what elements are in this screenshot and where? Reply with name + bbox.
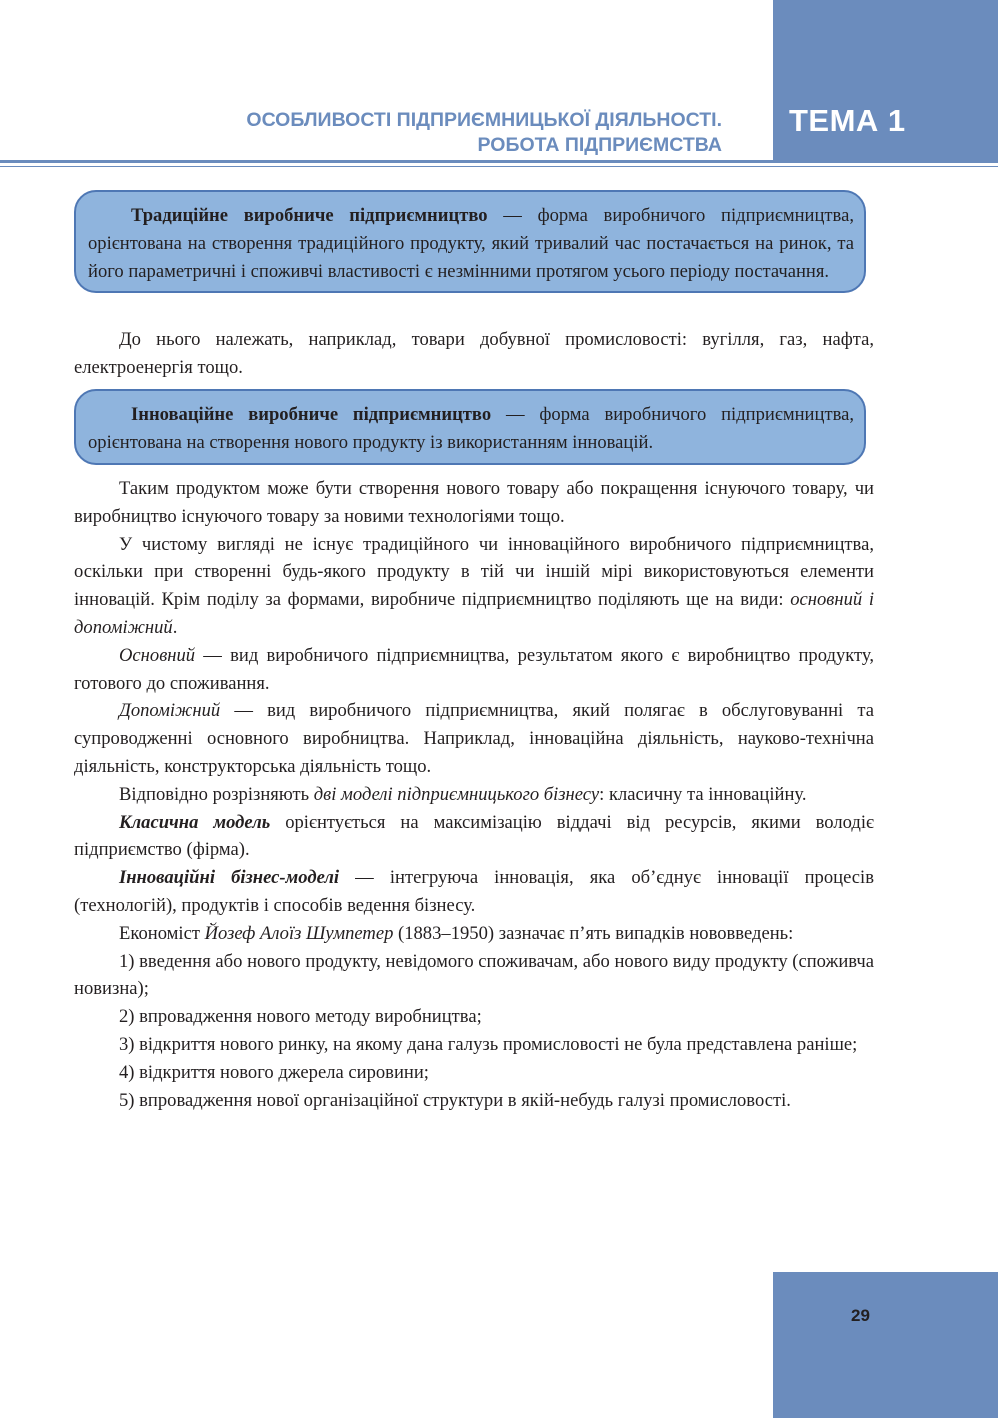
paragraph: У чистому вигляді не існує традиційного чи інноваційного виробничого підприємництва, оскільки при створенні будь-якого продукту в тій чи іншій мірі використовуються елементи інновацій. Крім поділу за формами, виробниче підприємництво поділяють ще на види: основний і допоміжний.	[74, 533, 874, 638]
page-number-tab	[773, 1272, 998, 1418]
body-text-main	[74, 475, 874, 1114]
definition-box-traditional	[74, 190, 866, 293]
list-item: 4) відкриття нового джерела сировини;	[119, 1061, 429, 1083]
definition-term: Традиційне виробниче підприємництво	[131, 205, 488, 226]
page-header-title	[246, 108, 722, 158]
paragraph: Інноваційні бізнес-моделі — інтегруюча інновація, яка об’єднує інновації процесів (технологій), продуктів і способів ведення бізнесу.	[74, 867, 874, 916]
paragraph: Таким продуктом може бути створення нового товару або покращення існуючого товару, чи виробництво існуючого товару за новими технологіями тощо.	[74, 478, 874, 527]
paragraph: Відповідно розрізняють дві моделі підприємницького бізнесу: класичну та інноваційну.	[119, 783, 807, 805]
topic-tab	[773, 0, 998, 161]
term-italic: Допоміжний	[119, 700, 221, 722]
header-title-line2: РОБОТА ПІДПРИЄМСТВА	[477, 134, 722, 156]
paragraph: Основний — вид виробничого підприємництва, результатом якого є виробництво продукту, готового до споживання.	[74, 644, 874, 694]
paragraph: Допоміжний — вид виробничого підприємництва, який полягає в обслуговуванні та супроводженні основного виробництва. Наприклад, інноваційна діяльність, науково-технічна діяльність, конструкторська діяльність тощо.	[74, 700, 874, 777]
header-divider-thin	[0, 166, 998, 167]
term-bold-italic: Класична модель	[119, 811, 271, 833]
page-number: 29	[851, 1306, 870, 1325]
topic-label: ТЕМА 1	[789, 103, 906, 138]
body-text-examples	[74, 326, 874, 382]
list-item: 3) відкриття нового ринку, на якому дана галузь промисловості не була представлена раніше;	[119, 1033, 858, 1055]
definition-term: Інноваційне виробниче підприємництво	[131, 404, 492, 425]
list-item: 1) введення або нового продукту, невідомого споживачам, або нового виду продукту (споживча новизна);	[74, 950, 874, 1000]
paragraph: До нього належать, наприклад, товари добувної промисловості: вугілля, газ, нафта, електроенергія тощо.	[74, 329, 874, 378]
definition-box-innovative	[74, 389, 866, 465]
person-name: Йозеф Алоїз Шумпетер	[204, 922, 394, 944]
definition-text: Інноваційне виробниче підприємництво — форма виробничого підприємництва, орієнтована на створення нового продукту із використанням інновацій.	[88, 404, 855, 453]
definition-text: Традиційне виробниче підприємництво — форма виробничого підприємництва, орієнтована на створення традиційного продукту, який тривалий час постачається на ринок, та його параметричні і споживчі властивості є незмінними протягом усього періоду постачання.	[88, 205, 854, 282]
term-italic: Основний	[119, 644, 196, 666]
term-bold-italic: Інноваційні бізнес-моделі	[119, 867, 340, 889]
list-item: 5) впровадження нової організаційної структури в якій-небудь галузі промисловості.	[119, 1089, 791, 1111]
paragraph: Економіст Йозеф Алоїз Шумпетер (1883–1950) зазначає п’ять випадків нововведень:	[119, 922, 794, 944]
header-divider	[0, 160, 998, 163]
list-item: 2) впровадження нового методу виробництва;	[119, 1006, 482, 1028]
paragraph: Класична модель орієнтується на максимізацію віддачі від ресурсів, якими володіє підприємство (фірма).	[74, 811, 874, 861]
header-title-line1: ОСОБЛИВОСТІ ПІДПРИЄМНИЦЬКОЇ ДІЯЛЬНОСТІ.	[246, 109, 722, 131]
